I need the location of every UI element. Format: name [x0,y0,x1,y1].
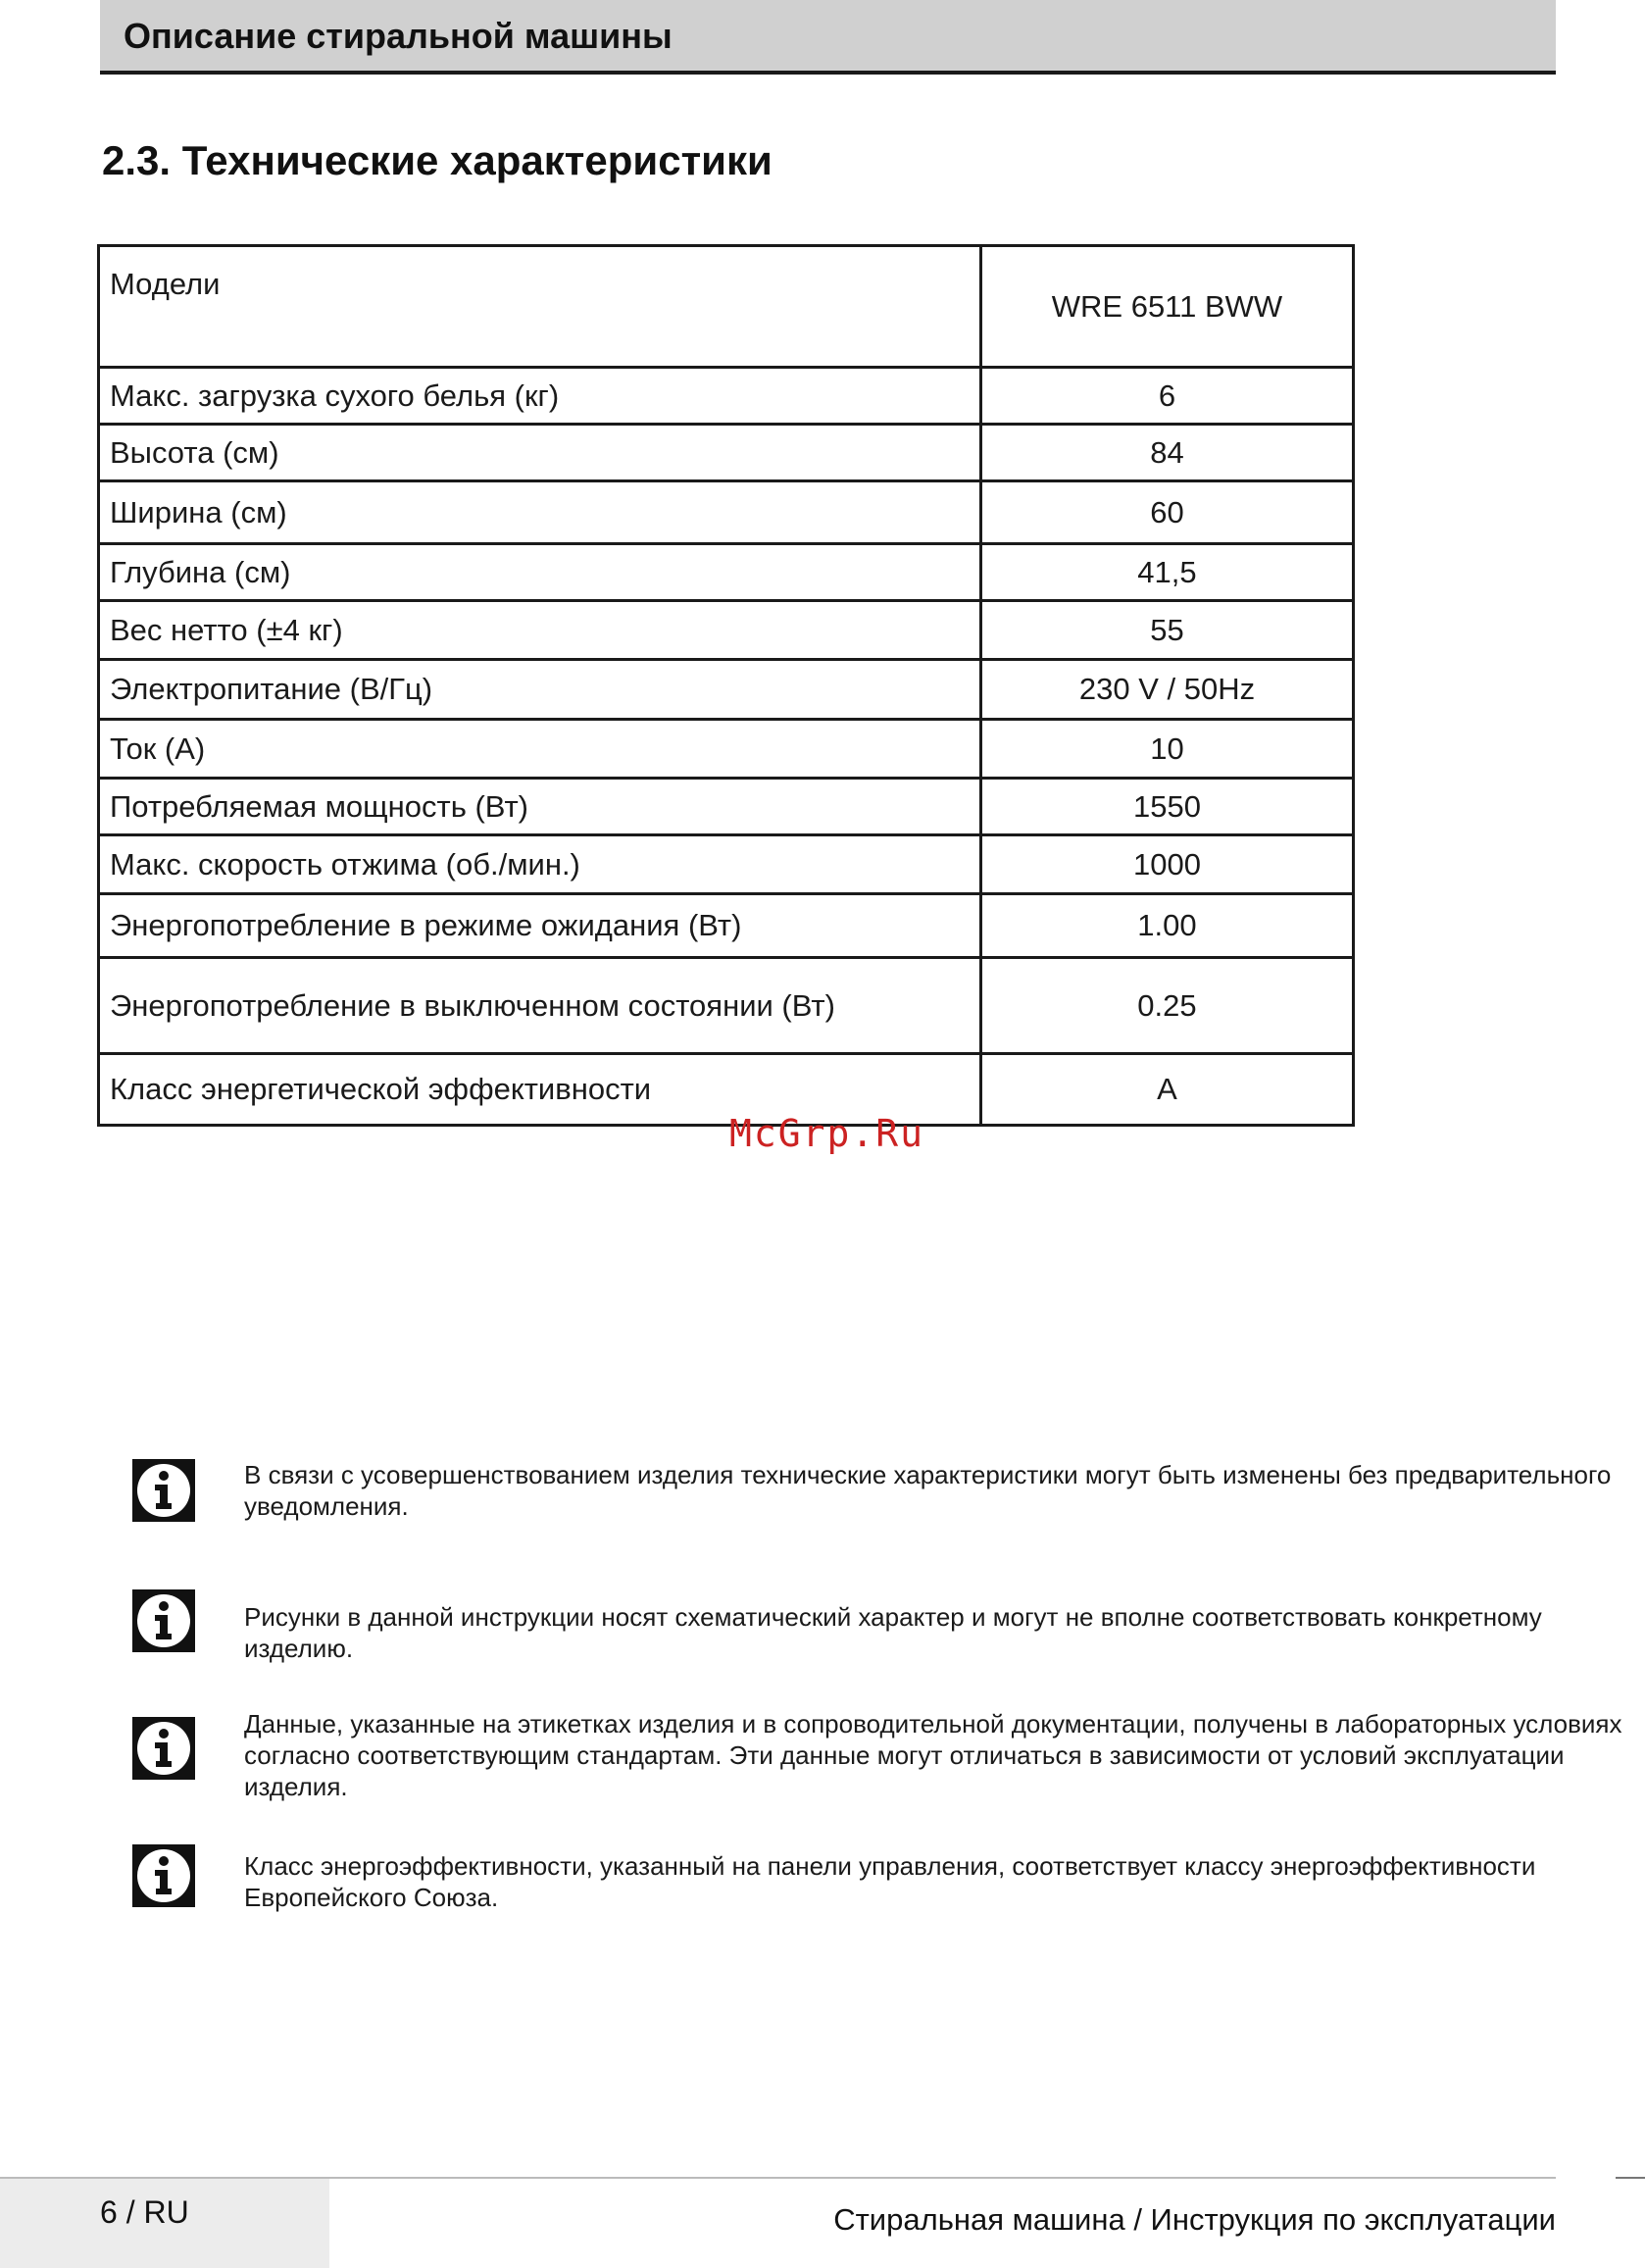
note-text: Данные, указанные на этикетках изделия и в сопроводительной документации, получены в лабораторных условиях согласно соответствующим стандартам. Эти данные могут отличаться в зависимости от условий эксплуатации изделия. [244,1709,1622,1801]
row-value: 41,5 [980,544,1353,601]
note-text: В связи с усовершенствованием изделия технические характеристики могут быть изменены без предварительного уведомления. [244,1460,1612,1521]
table-row [99,246,1354,368]
row-label: Энергопотребление в режиме ожидания (Вт) [99,894,981,958]
model-value-cell: WRE 6511 BWW [980,246,1353,368]
row-label: Вес нетто (±4 кг) [99,601,981,660]
table-row [99,894,1354,958]
row-value: 1550 [980,779,1353,835]
info-icon [132,1717,195,1780]
info-icon [132,1844,195,1907]
row-value: 1.00 [980,894,1353,958]
page-header [100,0,1556,75]
table-row [99,481,1354,544]
footer-divider-right [1616,2177,1645,2179]
row-label: Потребляемая мощность (Вт) [99,779,981,835]
row-label: Макс. скорость отжима (об./мин.) [99,835,981,894]
row-label: Высота (см) [99,425,981,481]
table-row [99,660,1354,720]
table-row [99,544,1354,601]
row-label: Энергопотребление в выключенном состоянии (Вт) [99,958,981,1054]
spec-table [97,244,1355,1127]
row-value: 230 V / 50Hz [980,660,1353,720]
row-value: 1000 [980,835,1353,894]
row-value: 10 [980,720,1353,779]
table-row [99,425,1354,481]
row-label: Макс. загрузка сухого белья (кг) [99,368,981,425]
footer-doc-title: Стиральная машина / Инструкция по эксплуатации [833,2202,1556,2237]
note-text: Класс энергоэффективности, указанный на панели управления, соответствует классу энергоэффективности Европейского Союза. [244,1851,1536,1912]
table-row [99,1054,1354,1126]
table-row [99,601,1354,660]
row-value: 84 [980,425,1353,481]
row-value: 55 [980,601,1353,660]
info-icon [132,1459,195,1522]
models-label-cell: Модели [99,246,981,368]
info-icon [132,1589,195,1652]
row-value: 6 [980,368,1353,425]
page-number: 6 / RU [100,2194,189,2230]
table-row [99,835,1354,894]
table-row [99,720,1354,779]
header-title: Описание стиральной машины [124,16,673,56]
table-row [99,779,1354,835]
row-value: 0.25 [980,958,1353,1054]
note-text: Рисунки в данной инструкции носят схематический характер и могут не вполне соответствовать конкретному изделию. [244,1602,1542,1663]
row-value: 60 [980,481,1353,544]
row-label: Класс энергетической эффективности [99,1054,981,1126]
row-label: Глубина (см) [99,544,981,601]
row-label: Электропитание (В/Гц) [99,660,981,720]
footer-divider [0,2177,1556,2179]
watermark: McGrp.Ru [729,1112,925,1155]
row-value: A [980,1054,1353,1126]
row-label: Ширина (см) [99,481,981,544]
section-title: 2.3. Технические характеристики [102,137,773,183]
table-row [99,958,1354,1054]
table-row [99,368,1354,425]
row-label: Ток (А) [99,720,981,779]
